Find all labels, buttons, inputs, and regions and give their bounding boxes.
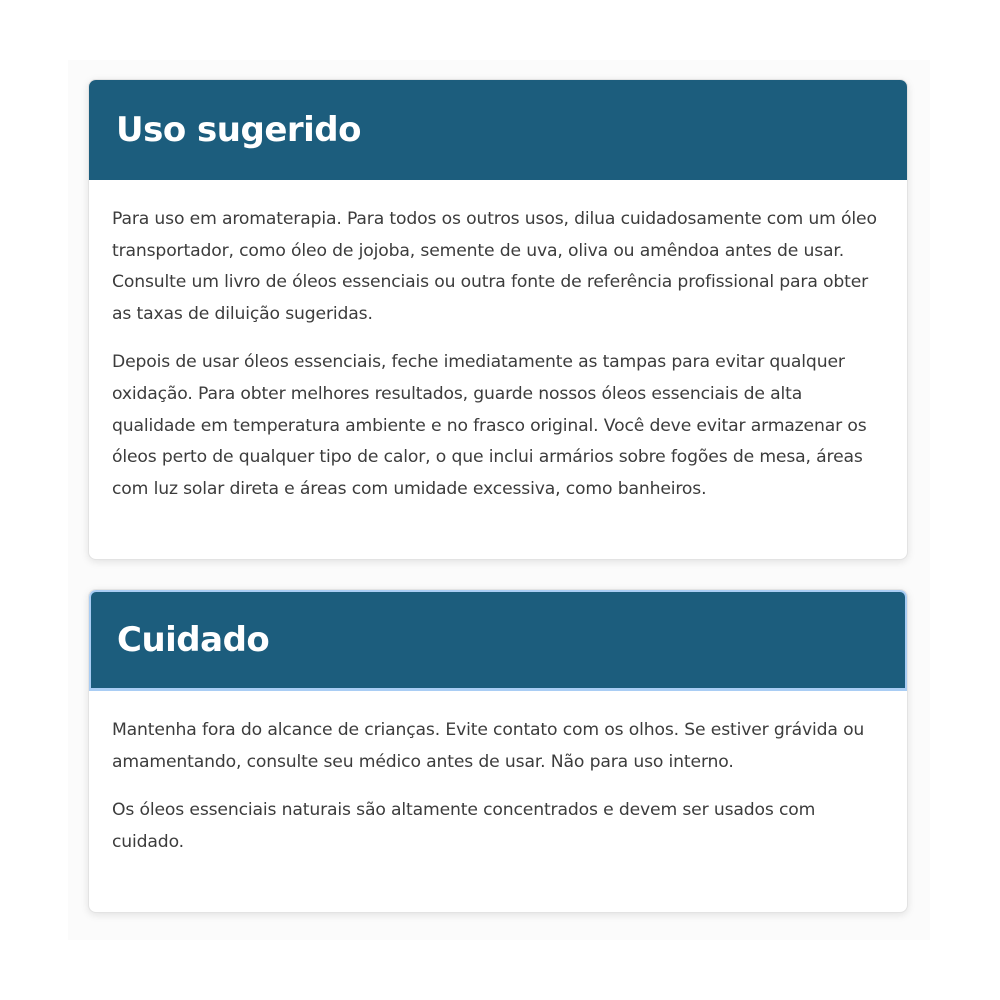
caution-card [88,589,908,913]
suggested-use-title: Uso sugerido [116,110,361,150]
suggested-use-card [88,79,908,560]
caution-paragraph-2: Os óleos essenciais naturais são altamente concentrados e devem ser usados com cuidado. [112,800,816,852]
suggested-use-paragraph-1: Para uso em aromaterapia. Para todos os outros usos, dilua cuidadosamente com um óleo transportador, como óleo de jojoba, semente de uva, oliva ou amêndoa antes de usar. Consulte um livro de óleos essenciais ou outra fonte de referência profissional para obter as taxas de diluição sugeridas. [112,209,877,324]
caution-title: Cuidado [117,620,270,660]
caution-body [89,691,907,858]
caution-header[interactable] [89,590,907,691]
suggested-use-header[interactable] [89,80,907,180]
suggested-use-paragraph-2: Depois de usar óleos essenciais, feche imediatamente as tampas para evitar qualquer oxidação. Para obter melhores resultados, guarde nossos óleos essenciais de alta qualidade em temperatura ambiente e no frasco original. Você deve evitar armazenar os óleos perto de qualquer tipo de calor, o que inclui armários sobre fogões de mesa, áreas com luz solar direta e áreas com umidade excessiva, como banheiros. [112,352,867,499]
caution-paragraph-1: Mantenha fora do alcance de crianças. Evite contato com os olhos. Se estiver grávida ou amamentando, consulte seu médico antes de usar. Não para uso interno. [112,720,865,772]
suggested-use-body [89,180,907,505]
